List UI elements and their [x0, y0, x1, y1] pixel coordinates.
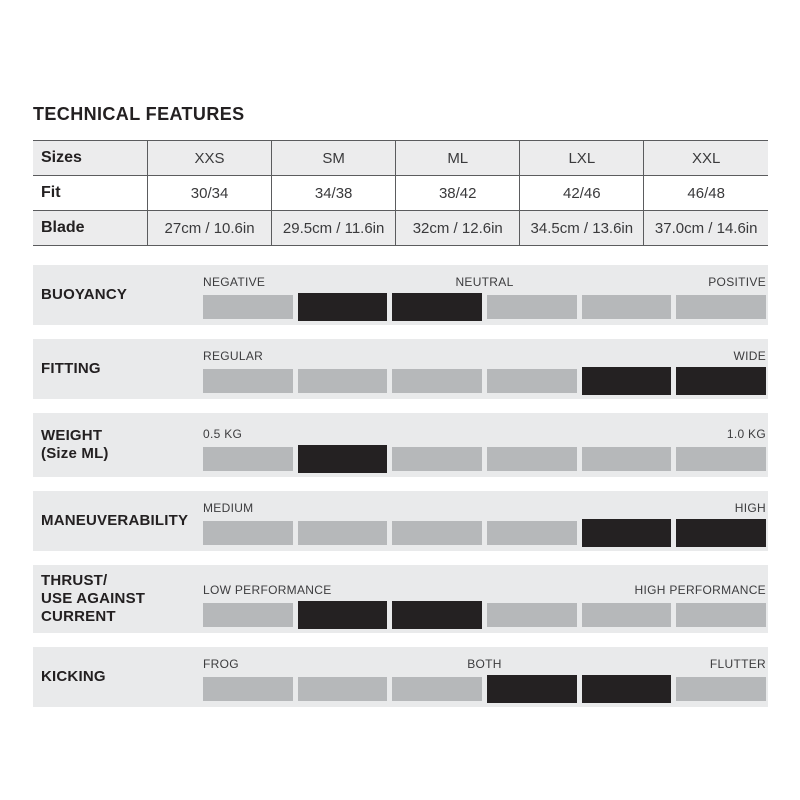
table-cell: 37.0cm / 14.6in — [644, 211, 768, 246]
features-table — [33, 140, 768, 246]
table-row-label: Fit — [33, 176, 148, 211]
table-cell: ML — [396, 141, 520, 176]
segment-empty — [676, 603, 766, 627]
segment-empty — [582, 295, 672, 319]
table-cell: XXL — [644, 141, 768, 176]
segment-empty — [298, 521, 388, 545]
segment-filled — [582, 367, 672, 395]
segment-filled — [298, 293, 388, 321]
scale-marker: MEDIUM — [203, 501, 254, 515]
rating-label — [33, 413, 203, 477]
rating-band — [33, 647, 768, 707]
rating-label — [33, 265, 203, 325]
scale-marker: WIDE — [733, 349, 766, 363]
table-cell: 30/34 — [148, 176, 272, 211]
table-cell: SM — [272, 141, 396, 176]
segment-empty — [203, 295, 293, 319]
rating-label — [33, 647, 203, 707]
scale-segments — [203, 675, 766, 703]
table-cell: 46/48 — [644, 176, 768, 211]
segment-empty — [582, 447, 672, 471]
segment-filled — [676, 367, 766, 395]
scale-marker: POSITIVE — [708, 275, 766, 289]
segment-empty — [203, 521, 293, 545]
rating-label-line: BUOYANCY — [41, 286, 128, 303]
segment-empty — [676, 677, 766, 701]
rating-band — [33, 339, 768, 399]
segment-empty — [392, 677, 482, 701]
rating-scale — [203, 491, 768, 551]
rating-scale — [203, 339, 768, 399]
rating-scale — [203, 565, 768, 633]
rating-scale — [203, 265, 768, 325]
segment-empty — [392, 447, 482, 471]
table-cell: 27cm / 10.6in — [148, 211, 272, 246]
scale-marker: FLUTTER — [709, 657, 766, 671]
segment-empty — [582, 603, 672, 627]
scale-marker: LOW PERFORMANCE — [203, 583, 332, 597]
segment-empty — [487, 447, 577, 471]
table-cell: 32cm / 12.6in — [396, 211, 520, 246]
table-row-label: Sizes — [33, 141, 148, 176]
segment-empty — [676, 447, 766, 471]
rating-band — [33, 413, 768, 477]
scale-marker: 0.5 KG — [203, 427, 243, 441]
rating-label-line: CURRENT — [41, 608, 116, 625]
segment-empty — [298, 677, 388, 701]
scale-marker: NEUTRAL — [455, 275, 514, 289]
scale-markers — [203, 427, 766, 440]
segment-empty — [203, 677, 293, 701]
rating-label-line: KICKING — [41, 668, 106, 685]
rating-scale — [203, 647, 768, 707]
table-row — [33, 141, 768, 176]
rating-bands — [33, 265, 768, 721]
segment-empty — [203, 603, 293, 627]
rating-scale — [203, 413, 768, 477]
scale-marker: FROG — [203, 657, 239, 671]
table-cell: 38/42 — [396, 176, 520, 211]
rating-label-line: FITTING — [41, 360, 101, 377]
scale-markers — [203, 275, 766, 288]
segment-filled — [582, 675, 672, 703]
rating-label-line: MANEUVERABILITY — [41, 512, 189, 529]
table-cell: 34.5cm / 13.6in — [520, 211, 644, 246]
segment-filled — [392, 293, 482, 321]
segment-empty — [392, 369, 482, 393]
segment-empty — [203, 447, 293, 471]
scale-marker: HIGH PERFORMANCE — [634, 583, 766, 597]
scale-marker: BOTH — [467, 657, 502, 671]
segment-empty — [487, 369, 577, 393]
rating-label — [33, 565, 203, 633]
scale-segments — [203, 293, 766, 321]
segment-empty — [203, 369, 293, 393]
rating-label-line: WEIGHT — [41, 427, 103, 444]
table-cell: 42/46 — [520, 176, 644, 211]
segment-empty — [487, 295, 577, 319]
features-table-body — [33, 141, 768, 246]
scale-markers — [203, 583, 766, 596]
scale-markers — [203, 657, 766, 670]
segment-filled — [487, 675, 577, 703]
rating-label-line: (Size ML) — [41, 445, 109, 462]
scale-marker: 1.0 KG — [726, 427, 766, 441]
segment-empty — [487, 521, 577, 545]
scale-marker: HIGH — [734, 501, 766, 515]
segment-empty — [392, 521, 482, 545]
table-row — [33, 211, 768, 246]
segment-filled — [298, 601, 388, 629]
table-cell: LXL — [520, 141, 644, 176]
table-row — [33, 176, 768, 211]
scale-markers — [203, 349, 766, 362]
scale-segments — [203, 519, 766, 547]
rating-band — [33, 491, 768, 551]
rating-label-line: THRUST/ — [41, 572, 108, 589]
segment-filled — [392, 601, 482, 629]
table-cell: XXS — [148, 141, 272, 176]
scale-markers — [203, 501, 766, 514]
scale-marker: NEGATIVE — [203, 275, 266, 289]
segment-empty — [676, 295, 766, 319]
scale-segments — [203, 445, 766, 473]
scale-segments — [203, 367, 766, 395]
segment-empty — [487, 603, 577, 627]
rating-band — [33, 265, 768, 325]
segment-filled — [676, 519, 766, 547]
table-row-label: Blade — [33, 211, 148, 246]
scale-marker: REGULAR — [203, 349, 264, 363]
rating-label — [33, 339, 203, 399]
table-cell: 29.5cm / 11.6in — [272, 211, 396, 246]
segment-empty — [298, 369, 388, 393]
rating-label-line: USE AGAINST — [41, 590, 146, 607]
page-title: TECHNICAL FEATURES — [33, 104, 245, 124]
scale-segments — [203, 601, 766, 629]
segment-filled — [582, 519, 672, 547]
rating-label — [33, 491, 203, 551]
segment-filled — [298, 445, 388, 473]
table-cell: 34/38 — [272, 176, 396, 211]
rating-band — [33, 565, 768, 633]
